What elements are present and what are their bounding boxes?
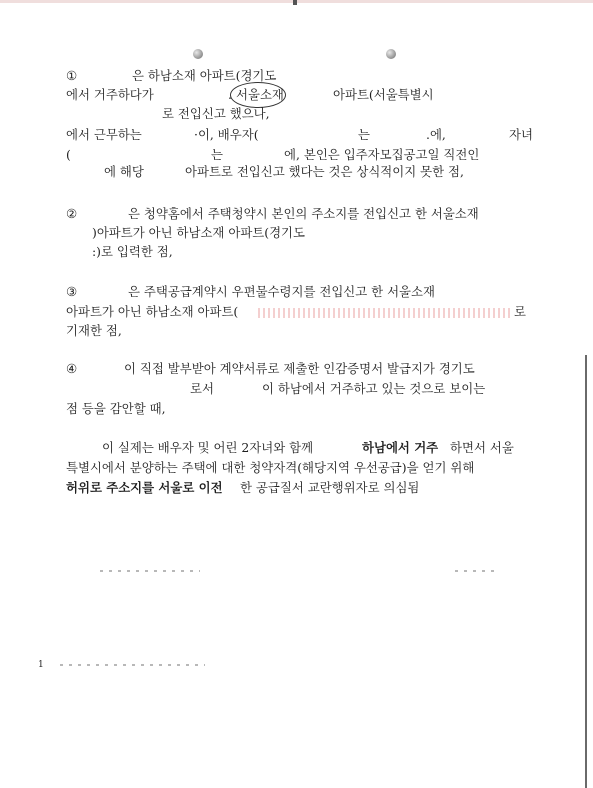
redacted-address [258,308,510,318]
top-mark [293,0,297,5]
conclusion-line3b: 한 공급질서 교란행위자로 의심됨 [240,480,420,495]
para1-line2a: 에서 거주하다가 [66,87,154,102]
para1-line4c: 는 [358,127,370,142]
para1-line2d: 아파트(서울특별시 [333,87,434,102]
para3-line3: 기재한 점, [66,323,122,338]
para3-line2b: 로 [514,304,526,319]
conclusion-line1a: 이 실제는 배우자 및 어린 2자녀와 함께 [102,440,314,455]
para4-number: ④ [66,361,78,376]
conclusion-line1c: 하면서 서울 [450,440,514,455]
para1-line4e: 자녀 [509,127,533,142]
para1-line3: 로 전입신고 했으나, [162,106,270,121]
para1-line5b: 는 [211,147,223,162]
faint-scan-line [100,570,200,572]
para4-line1: 이 직접 발부받아 계약서류로 제출한 인감증명서 발급지가 경기도 [124,361,475,376]
para1-line2b: . [228,87,232,102]
page-edge-line [585,355,587,788]
para1-line1: 은 하남소재 아파트(경기도 [132,68,277,83]
conclusion-line1b: 하남에서 거주 [362,440,439,455]
para3-line2a: 아파트가 아닌 하남소재 아파트( [66,304,239,319]
para4-line2a: 로서 [190,381,214,396]
para3-number: ③ [66,284,78,299]
para1-line6b: 아파트로 전입신고 했다는 것은 상식적이지 못한 점, [185,164,464,179]
faint-footer-line [60,664,205,666]
conclusion-line2: 특별시에서 분양하는 주택에 대한 청약자격(해당지역 우선공급)을 얻기 위해 [66,460,475,475]
para3-line1: 은 주택공급계약시 우편물수령지를 전입신고 한 서울소재 [128,284,435,299]
para4-line3: 점 등을 감안할 때, [66,401,166,416]
para1-line2c: 서울소재 [236,87,284,102]
para2-number: ② [66,206,78,221]
punch-hole-right [386,49,396,59]
hand-drawn-circle [230,82,286,108]
para2-line1: 은 청약홈에서 주택청약시 본인의 주소지를 전입신고 한 서울소재 [128,206,479,221]
para4-line2b: 이 하남에서 거주하고 있는 것으로 보이는 [262,381,486,396]
faint-scan-mark [455,570,495,572]
para1-line6a: 에 해당 [104,164,144,179]
para2-line3: :)로 입력한 점, [92,244,173,259]
footnote-marker: 1 [38,660,44,670]
para1-line4b: ·이, 배우자( [194,127,259,142]
conclusion-line3a: 허위로 주소지를 서울로 이전 [66,480,223,495]
para1-number: ① [66,68,78,83]
para1-line4a: 에서 근무하는 [66,127,142,142]
para1-line5a: ( [66,147,71,162]
para1-line4d: .에, [426,127,446,142]
para2-line2: )아파트가 아닌 하남소재 아파트(경기도 [92,225,305,240]
para1-line5c: 에, 본인은 입주자모집공고일 직전인 [284,147,480,162]
punch-hole-left [193,49,203,59]
